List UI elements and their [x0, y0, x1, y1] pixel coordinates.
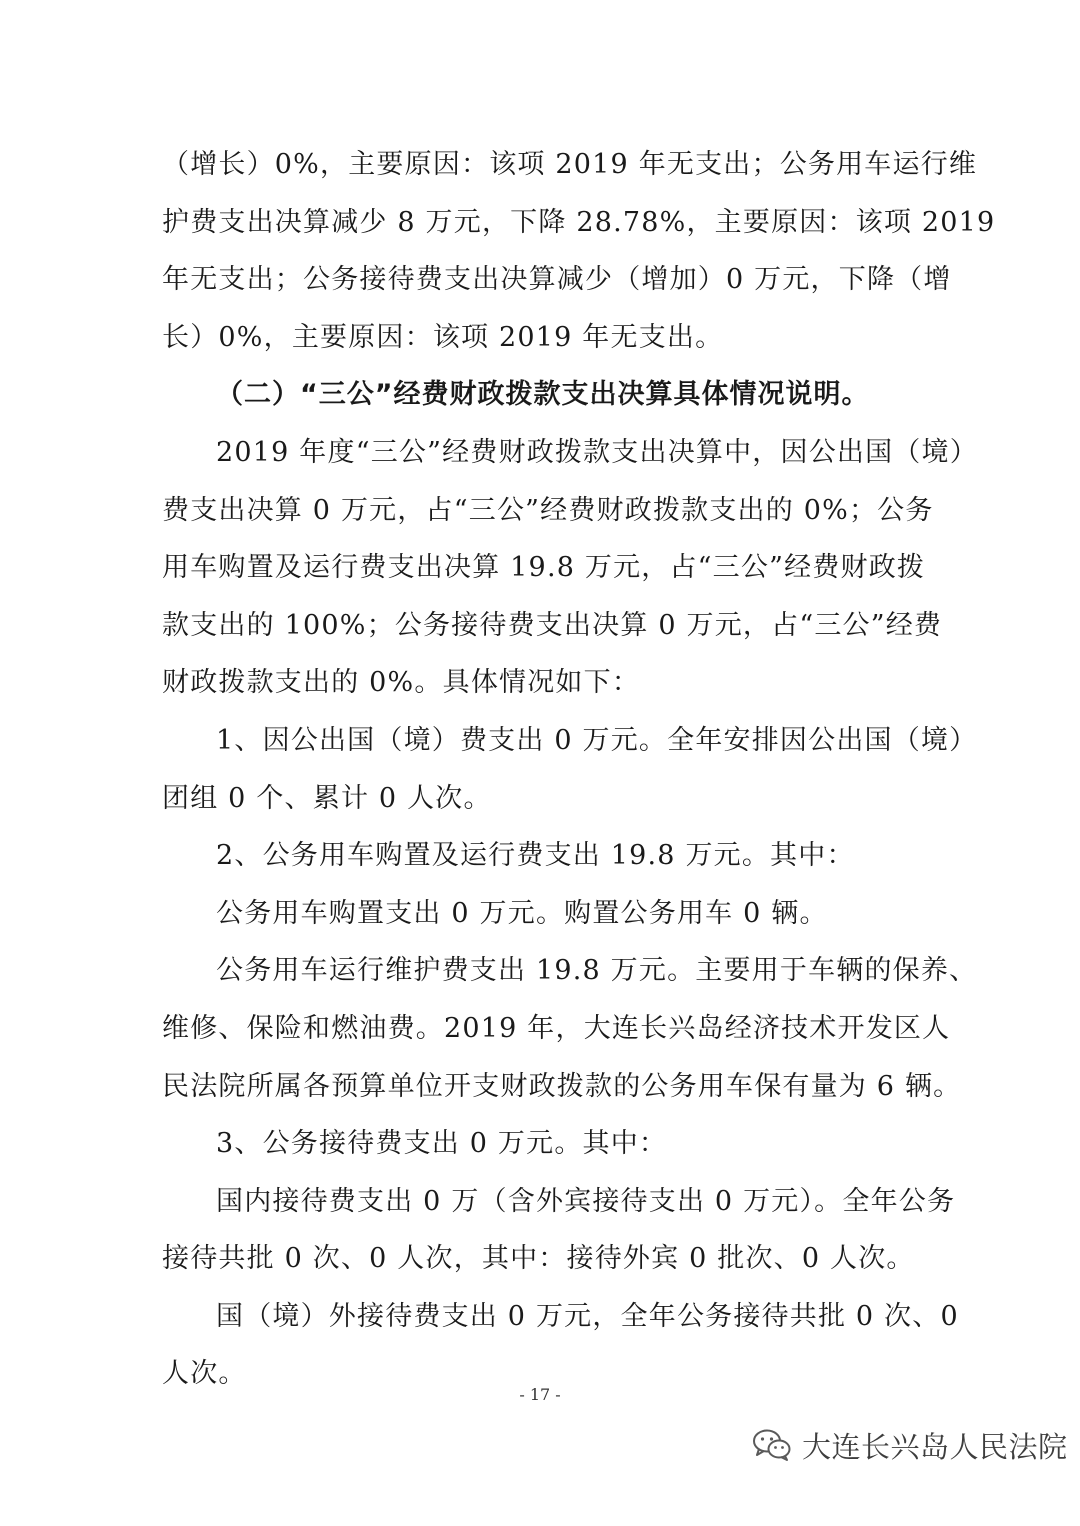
- paragraph-line: 护费支出决算减少 8 万元，下降 28.78%，主要原因：该项 2019: [162, 206, 996, 238]
- paragraph-line: 年无支出；公务接待费支出决算减少（增加）0 万元，下降（增: [162, 264, 952, 296]
- page-number: - 17 -: [519, 1385, 561, 1404]
- paragraph-line: 公务用车运行维护费支出 19.8 万元。主要用于车辆的保养、: [216, 955, 978, 987]
- paragraph-line: 国（境）外接待费支出 0 万元，全年公务接待共批 0 次、0: [216, 1300, 959, 1332]
- paragraph-line: 国内接待费支出 0 万（含外宾接待支出 0 万元）。全年公务: [216, 1185, 956, 1217]
- paragraph-line: 2019 年度“三公”经费财政拨款支出决算中，因公出国（境）: [216, 436, 978, 468]
- paragraph-line: 费支出决算 0 万元，占“三公”经费财政拨款支出的 0%；公务: [162, 494, 934, 526]
- paragraph-line: 2、公务用车购置及运行费支出 19.8 万元。其中：: [216, 840, 855, 872]
- paragraph-line: 用车购置及运行费支出决算 19.8 万元，占“三公”经费财政拨: [162, 552, 926, 584]
- document-body: [162, 136, 996, 1403]
- paragraph-line: 人次。: [162, 1358, 247, 1390]
- section-heading: （二）“三公”经费财政拨款支出决算具体情况说明。: [216, 379, 870, 411]
- paragraph-line: 款支出的 100%；公务接待费支出决算 0 万元，占“三公”经费: [162, 609, 943, 641]
- paragraph-line: （增长）0%，主要原因：该项 2019 年无支出；公务用车运行维: [162, 149, 978, 180]
- paragraph-line: 财政拨款支出的 0%。具体情况如下：: [162, 667, 641, 699]
- paragraph-line: 民法院所属各预算单位开支财政拨款的公务用车保有量为 6 辆。: [162, 1070, 962, 1102]
- paragraph-line: 团组 0 个、累计 0 人次。: [162, 782, 492, 814]
- paragraph-line: 维修、保险和燃油费。2019 年，大连长兴岛经济技术开发区人: [162, 1012, 951, 1044]
- paragraph-line: 1、因公出国（境）费支出 0 万元。全年安排因公出国（境）: [216, 724, 978, 756]
- paragraph-line: 长）0%，主要原因：该项 2019 年无支出。: [162, 321, 724, 353]
- paragraph-line: 公务用车购置支出 0 万元。购置公务用车 0 辆。: [216, 897, 828, 929]
- wechat-icon: [752, 1428, 792, 1462]
- paragraph-line: 接待共批 0 次、0 人次，其中：接待外宾 0 批次、0 人次。: [162, 1243, 915, 1275]
- paragraph-line: 3、公务接待费支出 0 万元。其中：: [216, 1128, 668, 1160]
- watermark-text: 大连长兴岛人民法院: [802, 1429, 1068, 1464]
- account-watermark: [752, 1420, 1068, 1470]
